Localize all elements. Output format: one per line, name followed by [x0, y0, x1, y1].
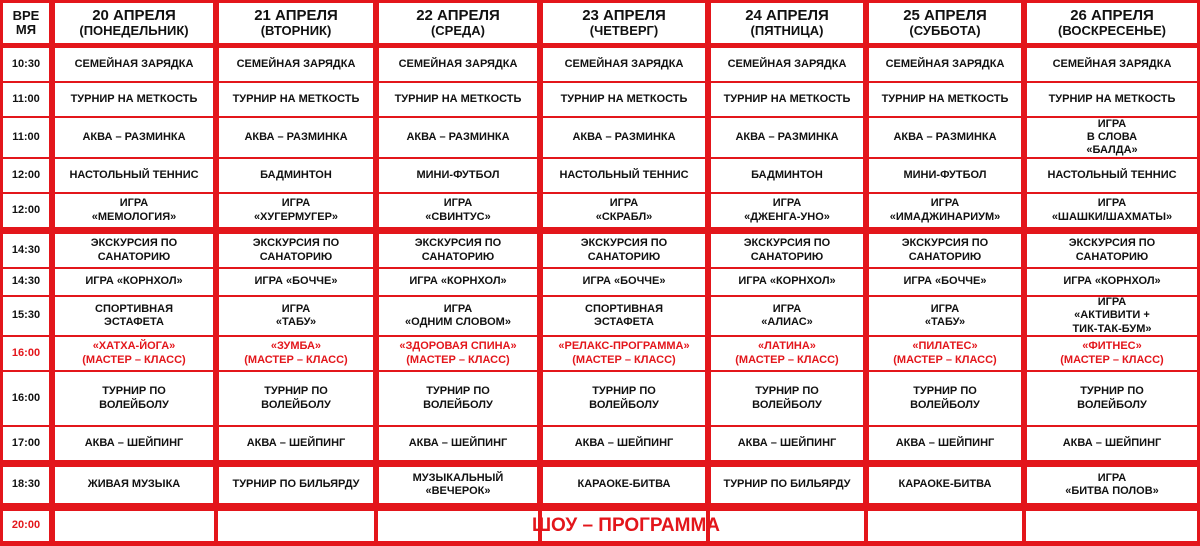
activity-label: «ЗУМБА» (МАСТЕР – КЛАСС): [244, 340, 348, 366]
activity-cell: [542, 336, 706, 371]
activity-cell: [378, 336, 538, 371]
day-header-text: [745, 8, 829, 39]
activity-cell: [378, 193, 538, 228]
day-header: [542, 2, 706, 44]
activity-label: «ПИЛАТЕС» (МАСТЕР – КЛАСС): [893, 340, 997, 366]
time-cell: [2, 336, 50, 371]
activity-label: ЭКСКУРСИЯ ПО САНАТОРИЮ: [743, 237, 831, 263]
activity-cell: [1026, 426, 1198, 461]
activity-cell: [54, 371, 214, 426]
activity-cell: [542, 193, 706, 228]
activity-label: ИГРА «ТАБУ»: [275, 302, 317, 328]
day-header-text: [903, 8, 987, 39]
activity-cell: [378, 233, 538, 268]
day-header: [868, 2, 1022, 44]
day-weekday: (ВТОРНИК): [260, 23, 332, 39]
activity-label: ИГРА «АЛИАС»: [761, 302, 813, 328]
activity-label: СЕМЕЙНАЯ ЗАРЯДКА: [74, 57, 194, 70]
activity-label: ИГРА «ИМАДЖИНАРИУМ»: [889, 197, 1001, 223]
time-label: 20:00: [11, 519, 41, 532]
activity-label: ТУРНИР НА МЕТКОСТЬ: [560, 92, 688, 105]
activity-label: ИГРА «ШАШКИ/ШАХМАТЫ»: [1051, 197, 1173, 223]
activity-cell: [868, 336, 1022, 371]
activity-label: ТУРНИР НА МЕТКОСТЬ: [1048, 92, 1176, 105]
time-label: 11:00: [12, 130, 40, 143]
activity-label: ТУРНИР ПО ВОЛЕЙБОЛУ: [1077, 385, 1147, 411]
activity-cell: [218, 268, 374, 296]
time-header-label: ВРЕ МЯ: [12, 7, 40, 37]
activity-cell: [218, 371, 374, 426]
time-cell: [2, 510, 50, 542]
activity-label: ЭКСКУРСИЯ ПО САНАТОРИЮ: [90, 237, 178, 263]
activity-label: ИГРА «КОРНХОЛ»: [409, 275, 507, 288]
activity-cell: [542, 466, 706, 504]
activity-label: АКВА – РАЗМИНКА: [406, 130, 510, 143]
activity-cell: [868, 47, 1022, 82]
activity-cell: [218, 336, 374, 371]
activity-cell: [868, 158, 1022, 193]
activity-cell: [1026, 336, 1198, 371]
activity-label: ИГРА «ДЖЕНГА-УНО»: [744, 197, 830, 223]
day-weekday: (ПЯТНИЦА): [750, 23, 824, 39]
day-weekday: (СУББОТА): [909, 23, 981, 39]
activity-cell: [218, 117, 374, 158]
activity-label: ТУРНИР НА МЕТКОСТЬ: [394, 92, 522, 105]
activity-label: АКВА – ШЕЙПИНГ: [574, 436, 674, 449]
day-header-text: [79, 8, 188, 39]
activity-cell: [542, 82, 706, 117]
activity-cell: [1026, 466, 1198, 504]
time-cell: [2, 233, 50, 268]
activity-cell: [868, 117, 1022, 158]
activity-cell: [218, 233, 374, 268]
day-header: [218, 2, 374, 44]
activity-cell: [868, 466, 1022, 504]
activity-label: ИГРА «АКТИВИТИ + ТИК-ТАК-БУМ»: [1072, 296, 1152, 335]
activity-label: ЖИВАЯ МУЗЫКА: [87, 478, 181, 491]
activity-cell: [54, 193, 214, 228]
activity-label: ТУРНИР НА МЕТКОСТЬ: [70, 92, 198, 105]
activity-cell: [1026, 193, 1198, 228]
activity-label: «ХАТХА-ЙОГА» (МАСТЕР – КЛАСС): [82, 340, 186, 366]
activity-cell: [710, 268, 864, 296]
activity-cell: [54, 82, 214, 117]
activity-cell: [868, 371, 1022, 426]
day-header: [1026, 2, 1198, 44]
activity-label: АКВА – ШЕЙПИНГ: [895, 436, 995, 449]
activity-label: АКВА – ШЕЙПИНГ: [408, 436, 508, 449]
day-header: [710, 2, 864, 44]
time-label: 12:00: [11, 203, 41, 216]
time-cell: [2, 82, 50, 117]
time-cell: [2, 193, 50, 228]
activity-label: ИГРА «ОДНИМ СЛОВОМ»: [405, 302, 511, 328]
activity-cell: [710, 117, 864, 158]
activity-label: ТУРНИР НА МЕТКОСТЬ: [232, 92, 360, 105]
activity-label: ТУРНИР НА МЕТКОСТЬ: [723, 92, 851, 105]
activity-label: СПОРТИВНАЯ ЭСТАФЕТА: [95, 302, 173, 328]
day-weekday: (ПОНЕДЕЛЬНИК): [79, 23, 189, 39]
activity-label: ИГРА «МЕМОЛОГИЯ»: [91, 197, 177, 223]
activity-cell: [1026, 268, 1198, 296]
activity-cell: [54, 336, 214, 371]
day-header: [378, 2, 538, 44]
activity-label: ТУРНИР ПО ВОЛЕЙБОЛУ: [261, 385, 331, 411]
activity-cell: [542, 117, 706, 158]
activity-cell: [868, 193, 1022, 228]
day-header-text: [416, 8, 500, 39]
activity-cell: [54, 117, 214, 158]
activity-cell: [1026, 296, 1198, 336]
activity-cell: [710, 233, 864, 268]
time-cell: [2, 117, 50, 158]
activity-label: ТУРНИР ПО ВОЛЕЙБОЛУ: [589, 385, 659, 411]
activity-label: ТУРНИР ПО БИЛЬЯРДУ: [723, 478, 851, 491]
activity-cell: [378, 117, 538, 158]
activity-label: ЭКСКУРСИЯ ПО САНАТОРИЮ: [901, 237, 989, 263]
activity-label: КАРАОКЕ-БИТВА: [577, 478, 671, 491]
activity-label: ИГРА «СВИНТУС»: [425, 197, 491, 223]
activity-label: НАСТОЛЬНЫЙ ТЕННИС: [559, 168, 689, 181]
activity-cell: [218, 426, 374, 461]
activity-label: ИГРА «КОРНХОЛ»: [85, 275, 183, 288]
activity-label: ЭКСКУРСИЯ ПО САНАТОРИЮ: [252, 237, 340, 263]
time-label: 14:30: [11, 275, 41, 288]
activity-label: ИГРА В СЛОВА «БАЛДА»: [1086, 117, 1138, 157]
time-cell: [2, 296, 50, 336]
activity-cell: [542, 268, 706, 296]
activity-label: СЕМЕЙНАЯ ЗАРЯДКА: [885, 57, 1005, 70]
time-label: 15:30: [11, 309, 41, 322]
day-weekday: (ВОСКРЕСЕНЬЕ): [1058, 23, 1166, 39]
activity-label: СЕМЕЙНАЯ ЗАРЯДКА: [564, 57, 684, 70]
activity-label: «ФИТНЕС» (МАСТЕР – КЛАСС): [1060, 340, 1164, 366]
day-date: 21 АПРЕЛЯ: [254, 6, 338, 24]
activity-label: ТУРНИР ПО ВОЛЕЙБОЛУ: [752, 385, 822, 411]
activity-cell: [710, 336, 864, 371]
activity-label: ИГРА «КОРНХОЛ»: [738, 275, 836, 288]
activity-cell: [378, 371, 538, 426]
day-weekday: (СРЕДА): [430, 23, 486, 39]
activity-cell: [542, 47, 706, 82]
time-label: 12:00: [11, 168, 41, 181]
activity-cell: [1026, 47, 1198, 82]
activity-label: АКВА – ШЕЙПИНГ: [246, 436, 346, 449]
activity-label: АКВА – ШЕЙПИНГ: [84, 436, 184, 449]
activity-label: АКВА – РАЗМИНКА: [893, 130, 997, 143]
time-cell: [2, 158, 50, 193]
activity-cell: [378, 466, 538, 504]
activity-label: НАСТОЛЬНЫЙ ТЕННИС: [1047, 168, 1177, 181]
activity-label: СЕМЕЙНАЯ ЗАРЯДКА: [1052, 57, 1172, 70]
activity-cell: [1026, 371, 1198, 426]
activity-cell: [542, 296, 706, 336]
activity-cell: [710, 371, 864, 426]
activity-cell: [54, 158, 214, 193]
activity-cell: [54, 47, 214, 82]
activity-cell: [710, 82, 864, 117]
activity-label: ТУРНИР ПО БИЛЬЯРДУ: [232, 478, 360, 491]
activity-cell: [710, 466, 864, 504]
activity-cell: [218, 296, 374, 336]
activity-label: ИГРА «ТАБУ»: [924, 302, 966, 328]
activity-label: АКВА – РАЗМИНКА: [735, 130, 839, 143]
activity-cell: [868, 233, 1022, 268]
activity-cell: [1026, 158, 1198, 193]
activity-cell: [542, 371, 706, 426]
activity-cell: [868, 82, 1022, 117]
show-program-cell: [54, 510, 1198, 542]
activity-label: МИНИ-ФУТБОЛ: [416, 168, 500, 181]
time-label: 18:30: [11, 478, 41, 491]
activity-cell: [378, 47, 538, 82]
activity-label: АКВА – РАЗМИНКА: [572, 130, 676, 143]
activity-cell: [378, 82, 538, 117]
activity-label: АКВА – РАЗМИНКА: [82, 130, 186, 143]
time-label: 17:00: [11, 436, 41, 449]
activity-cell: [378, 426, 538, 461]
activity-cell: [1026, 82, 1198, 117]
activity-label: СЕМЕЙНАЯ ЗАРЯДКА: [236, 57, 356, 70]
activity-label: ТУРНИР НА МЕТКОСТЬ: [881, 92, 1009, 105]
activity-cell: [710, 158, 864, 193]
activity-label: ТУРНИР ПО ВОЛЕЙБОЛУ: [910, 385, 980, 411]
activity-cell: [710, 296, 864, 336]
activity-cell: [218, 158, 374, 193]
time-cell: [2, 426, 50, 461]
activity-label: ТУРНИР ПО ВОЛЕЙБОЛУ: [423, 385, 493, 411]
activity-label: «ЗДОРОВАЯ СПИНА» (МАСТЕР – КЛАСС): [399, 340, 517, 366]
time-cell: [2, 47, 50, 82]
activity-label: СЕМЕЙНАЯ ЗАРЯДКА: [398, 57, 518, 70]
activity-label: ЭКСКУРСИЯ ПО САНАТОРИЮ: [580, 237, 668, 263]
time-label: 16:00: [11, 391, 41, 404]
day-date: 20 АПРЕЛЯ: [92, 6, 176, 24]
day-weekday: (ЧЕТВЕРГ): [589, 23, 659, 39]
time-column-header: [2, 2, 50, 44]
activity-cell: [218, 466, 374, 504]
show-program-label: ШОУ – ПРОГРАММА: [531, 514, 721, 536]
activity-label: ИГРА «БИТВА ПОЛОВ»: [1065, 471, 1159, 497]
activity-label: «РЕЛАКС-ПРОГРАММА» (МАСТЕР – КЛАСС): [558, 340, 690, 366]
activity-label: НАСТОЛЬНЫЙ ТЕННИС: [69, 168, 199, 181]
day-header: [54, 2, 214, 44]
activity-cell: [54, 426, 214, 461]
activity-label: ИГРА «ХУГЕРМУГЕР»: [253, 197, 339, 223]
time-cell: [2, 371, 50, 426]
activity-cell: [54, 466, 214, 504]
activity-label: СЕМЕЙНАЯ ЗАРЯДКА: [727, 57, 847, 70]
day-date: 23 АПРЕЛЯ: [582, 6, 666, 24]
time-cell: [2, 268, 50, 296]
day-date: 24 АПРЕЛЯ: [745, 6, 829, 24]
activity-label: АКВА – РАЗМИНКА: [244, 130, 348, 143]
day-header-text: [254, 8, 338, 39]
activity-label: БАДМИНТОН: [751, 168, 823, 181]
activity-label: ИГРА «БОЧЧЕ»: [903, 275, 987, 288]
activity-label: «ЛАТИНА» (МАСТЕР – КЛАСС): [735, 340, 839, 366]
activity-cell: [868, 296, 1022, 336]
day-date: 22 АПРЕЛЯ: [416, 6, 500, 24]
activity-label: ИГРА «БОЧЧЕ»: [254, 275, 338, 288]
day-header-text: [582, 8, 666, 39]
time-label: 10:30: [11, 57, 41, 70]
activity-cell: [1026, 233, 1198, 268]
activity-label: МИНИ-ФУТБОЛ: [903, 168, 987, 181]
activity-label: СПОРТИВНАЯ ЭСТАФЕТА: [585, 302, 663, 328]
activity-label: АКВА – ШЕЙПИНГ: [1062, 436, 1162, 449]
section-divider: [0, 542, 1200, 546]
activity-label: БАДМИНТОН: [260, 168, 332, 181]
activity-cell: [218, 193, 374, 228]
time-cell: [2, 466, 50, 504]
time-label: 14:30: [11, 243, 41, 256]
activity-cell: [378, 296, 538, 336]
activity-cell: [710, 47, 864, 82]
activity-cell: [868, 426, 1022, 461]
activity-cell: [710, 426, 864, 461]
activity-label: ИГРА «БОЧЧЕ»: [582, 275, 666, 288]
activity-cell: [54, 233, 214, 268]
activity-cell: [1026, 117, 1198, 158]
activity-cell: [378, 268, 538, 296]
activity-cell: [54, 268, 214, 296]
activity-label: АКВА – ШЕЙПИНГ: [737, 436, 837, 449]
activity-cell: [542, 158, 706, 193]
activity-cell: [218, 47, 374, 82]
activity-label: МУЗЫКАЛЬНЫЙ «ВЕЧЕРОК»: [412, 471, 504, 497]
activity-cell: [54, 296, 214, 336]
activity-cell: [710, 193, 864, 228]
day-date: 25 АПРЕЛЯ: [903, 6, 987, 24]
activity-label: ЭКСКУРСИЯ ПО САНАТОРИЮ: [414, 237, 502, 263]
day-date: 26 АПРЕЛЯ: [1070, 6, 1154, 24]
activity-label: ИГРА «СКРАБЛ»: [595, 197, 653, 223]
activity-cell: [542, 426, 706, 461]
day-header-text: [1058, 8, 1166, 39]
activity-cell: [218, 82, 374, 117]
activity-cell: [868, 268, 1022, 296]
activity-cell: [378, 158, 538, 193]
time-label: 11:00: [12, 92, 40, 105]
activity-label: ИГРА «КОРНХОЛ»: [1063, 275, 1161, 288]
activity-cell: [542, 233, 706, 268]
time-label: 16:00: [11, 346, 41, 359]
activity-label: КАРАОКЕ-БИТВА: [898, 478, 992, 491]
activity-label: ТУРНИР ПО ВОЛЕЙБОЛУ: [99, 385, 169, 411]
activity-label: ЭКСКУРСИЯ ПО САНАТОРИЮ: [1068, 237, 1156, 263]
